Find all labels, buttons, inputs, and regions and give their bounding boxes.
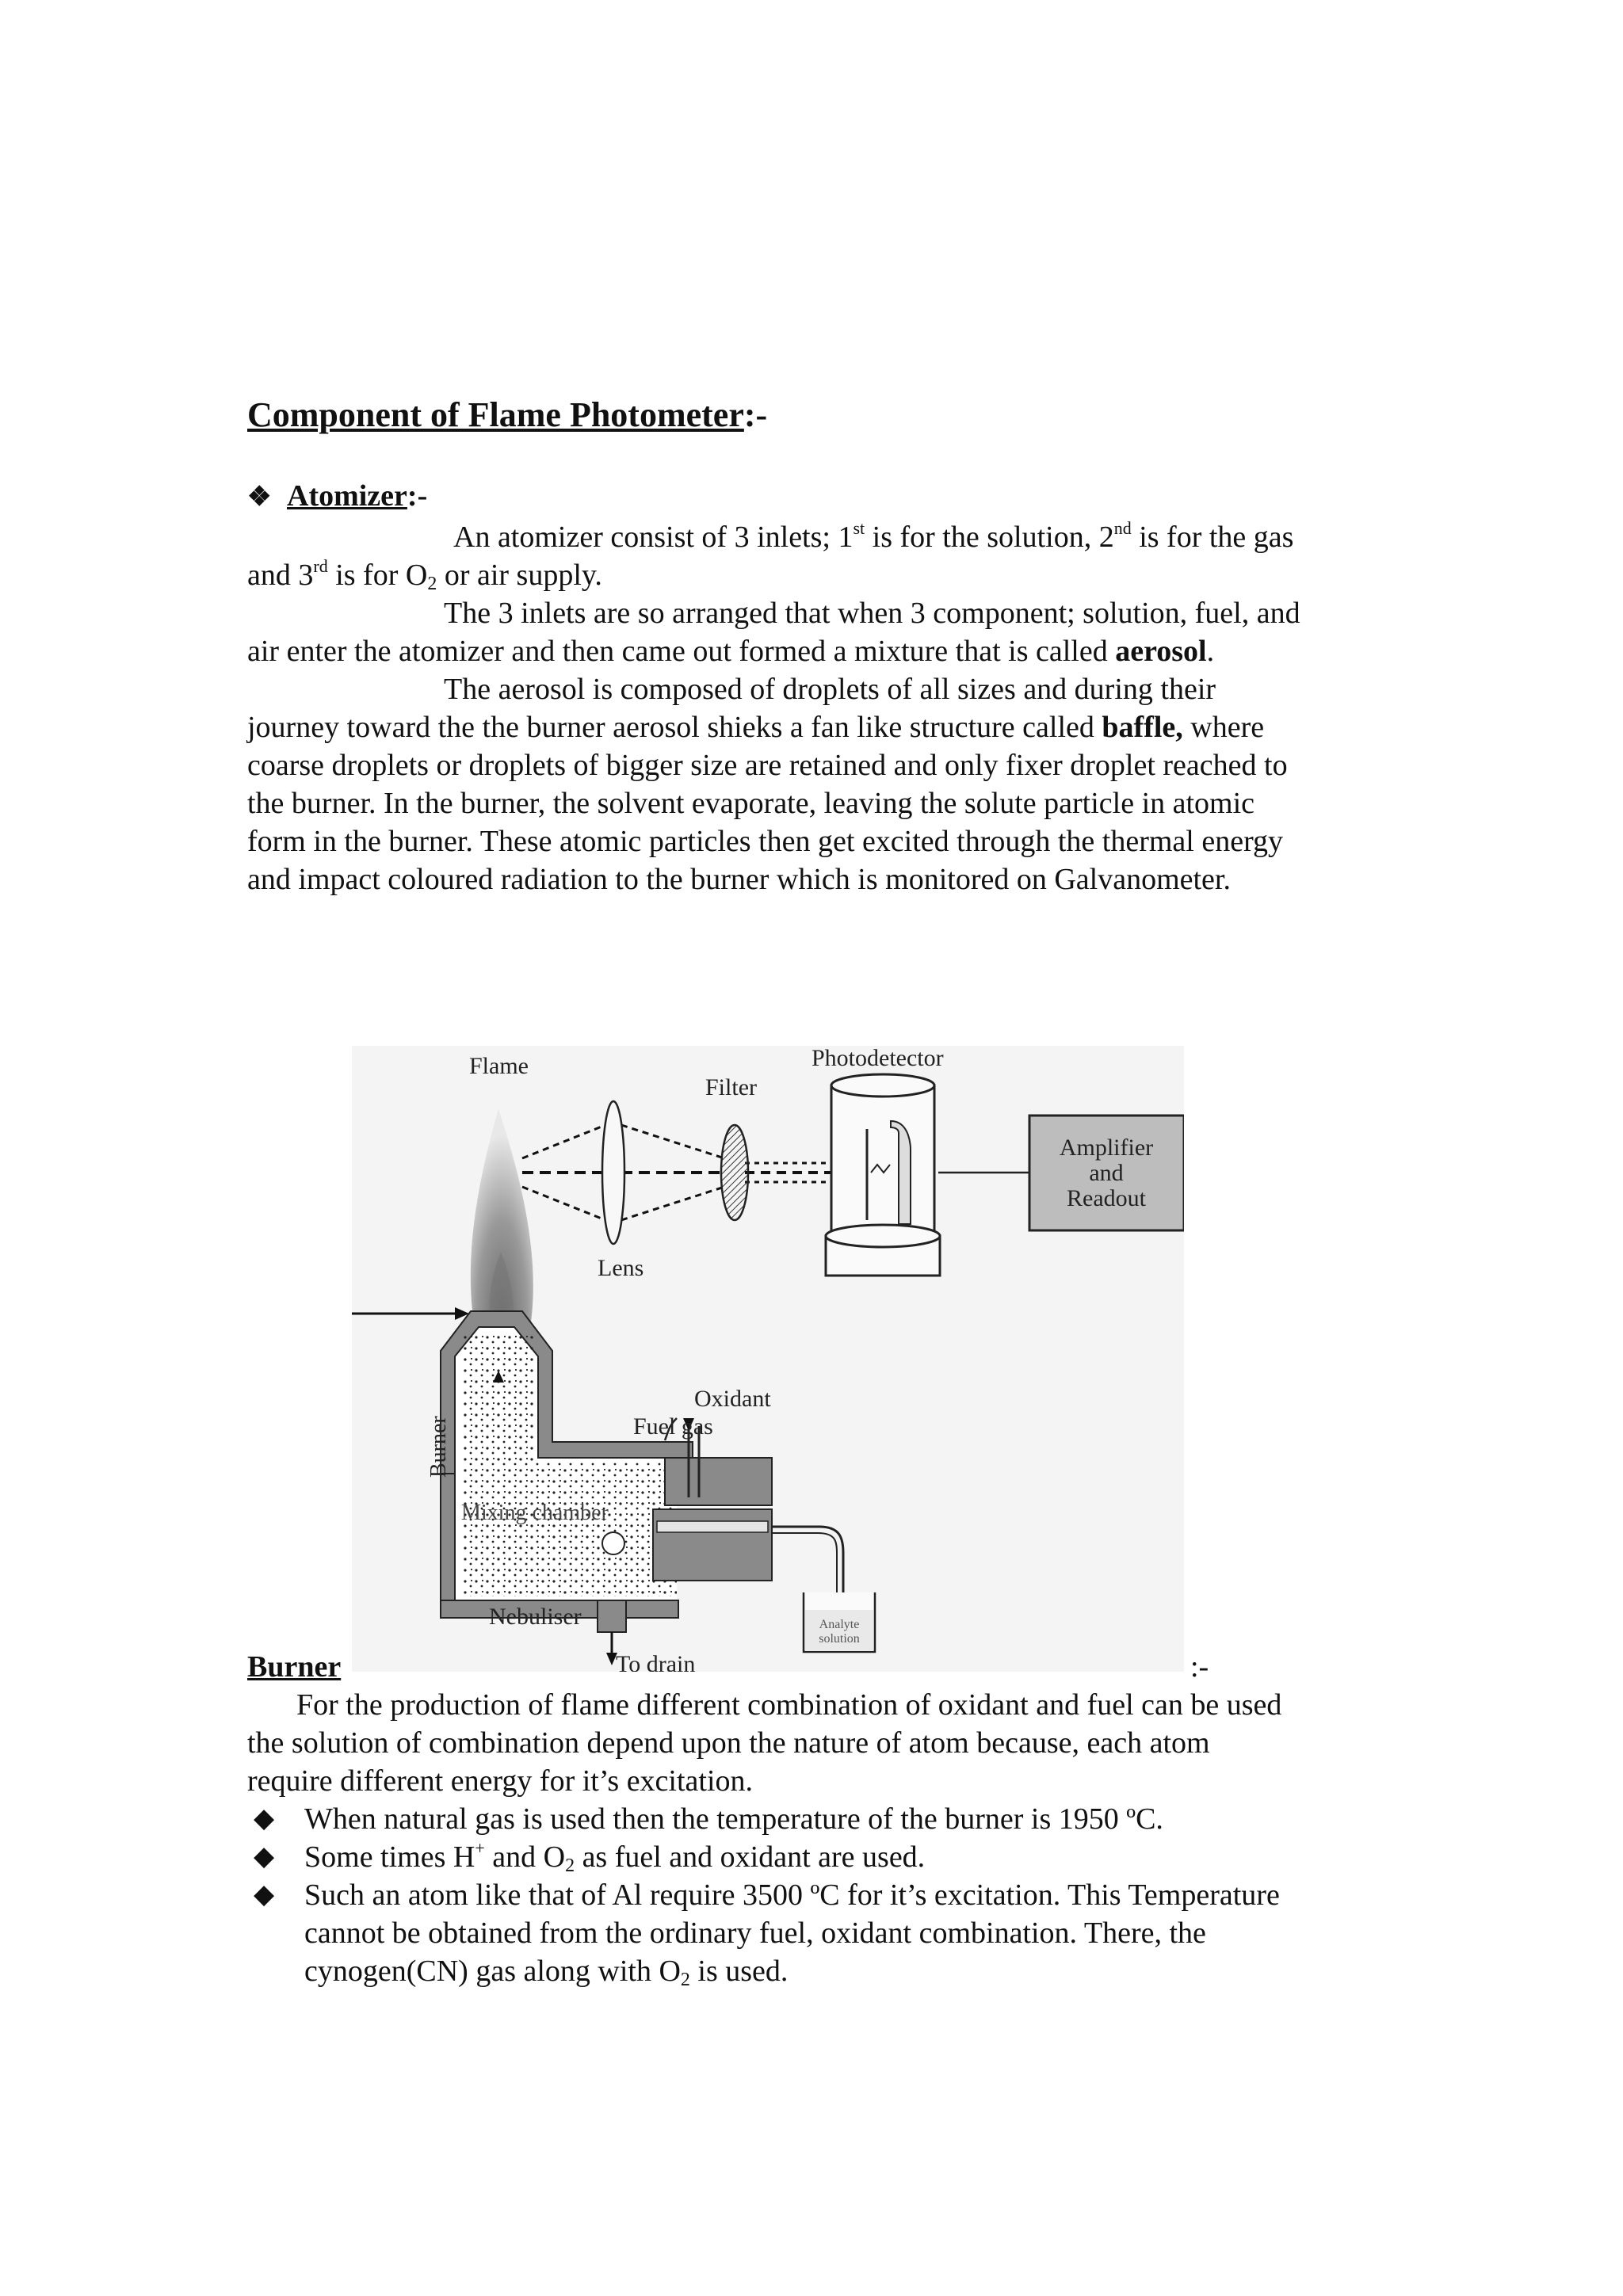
- label-flame: Flame: [469, 1053, 529, 1079]
- atomizer-p2-line1: The 3 inlets are so arranged that when 3 component; solution, fuel, and: [444, 597, 1300, 630]
- label-oxidant: Oxidant: [694, 1386, 771, 1412]
- label-burner: Burner: [426, 1416, 451, 1478]
- analyte-label-line2: solution: [819, 1632, 860, 1646]
- burner-bullet-3-line2: cannot be obtained from the ordinary fuel, oxidant combination. There, the: [304, 1917, 1206, 1950]
- baffle-bead: [602, 1532, 624, 1554]
- label-lens: Lens: [598, 1255, 644, 1281]
- burner-p-line1: For the production of flame different combination of oxidant and fuel can be used: [296, 1688, 1282, 1722]
- page-title: [247, 393, 767, 437]
- filter-shape: [721, 1125, 748, 1220]
- atomizer-p3-line5: form in the burner. These atomic particles then get excited through the thermal energy: [247, 825, 1284, 858]
- nebuliser-lower-block: [653, 1509, 772, 1581]
- diamond-bullet-icon: ◆: [254, 1842, 275, 1871]
- title-suffix: :-: [743, 395, 768, 434]
- drain-pipe: [598, 1600, 626, 1632]
- burner-bullet-3-line3: cynogen(CN) gas along with $O_2$ is used.: [304, 1955, 789, 1990]
- photodetector-top: [831, 1074, 934, 1097]
- label-nebuliser: Nebuliser: [489, 1604, 582, 1630]
- atomizer-heading-suffix: :-: [407, 479, 428, 513]
- label-filter: Filter: [705, 1074, 757, 1100]
- atomizer-heading: [247, 479, 427, 513]
- photodetector-base-rim: [826, 1225, 940, 1247]
- diamond-bullet-icon: ◆: [254, 1880, 275, 1909]
- label-to-drain: To drain: [616, 1651, 696, 1672]
- amp-label-line3: Readout: [1067, 1185, 1146, 1211]
- burner-heading: Burner: [247, 1650, 342, 1684]
- four-diamond-bullet-icon: ❖: [247, 482, 272, 512]
- atomizer-p3-line4: the burner. In the burner, the solvent evaporate, leaving the solute particle in atomic: [247, 787, 1255, 820]
- atomizer-heading-text: Atomizer: [287, 479, 407, 513]
- amp-label-line1: Amplifier: [1059, 1135, 1154, 1161]
- burner-heading-suffix: :-: [1190, 1650, 1209, 1684]
- atomizer-p3-line2: journey toward the the burner aerosol shieks a fan like structure called baffle, where: [247, 711, 1265, 744]
- title-text: Component of Flame Photometer: [247, 395, 744, 434]
- amp-label-line2: and: [1089, 1160, 1124, 1186]
- burner-p-line2: the solution of combination depend upon the nature of atom because, each atom: [247, 1726, 1210, 1760]
- label-photodetector: Photodetector: [812, 1046, 944, 1071]
- atomizer-p3-line6: and impact coloured radiation to the burner which is monitored on Galvanometer.: [247, 863, 1231, 896]
- label-mixing-chamber: Mixing chamber: [461, 1501, 609, 1525]
- atomizer-p2-line2: air enter the atomizer and then came out formed a mixture that is called aerosol.: [247, 635, 1215, 668]
- atomizer-p1-line1: An atomizer consist of 3 inlets; 1st is for the solution, 2nd is for the gas: [453, 518, 1294, 554]
- lens-shape: [602, 1101, 624, 1244]
- analyte-label-line1: Analyte: [819, 1618, 860, 1631]
- diamond-bullet-icon: ◆: [254, 1804, 275, 1833]
- nebuliser-upper-block: [665, 1458, 772, 1505]
- chamber-left-wall: [441, 1474, 455, 1616]
- atomizer-p3-line3: coarse droplets or droplets of bigger size are retained and only fixer droplet reached to: [247, 749, 1288, 782]
- atomizer-p1-line2: and 3rd is for $O_2$ or air supply.: [247, 556, 602, 594]
- flame-photometer-diagram: [352, 1046, 1184, 1672]
- atomizer-p3-line1: The aerosol is composed of droplets of all sizes and during their: [444, 673, 1216, 706]
- nebuliser-capillary: [657, 1521, 768, 1532]
- label-fuel-gas: Fuel gas: [633, 1413, 713, 1440]
- burner-p-line3: require different energy for it’s excitation.: [247, 1764, 754, 1798]
- photodetector-tube: [831, 1085, 934, 1236]
